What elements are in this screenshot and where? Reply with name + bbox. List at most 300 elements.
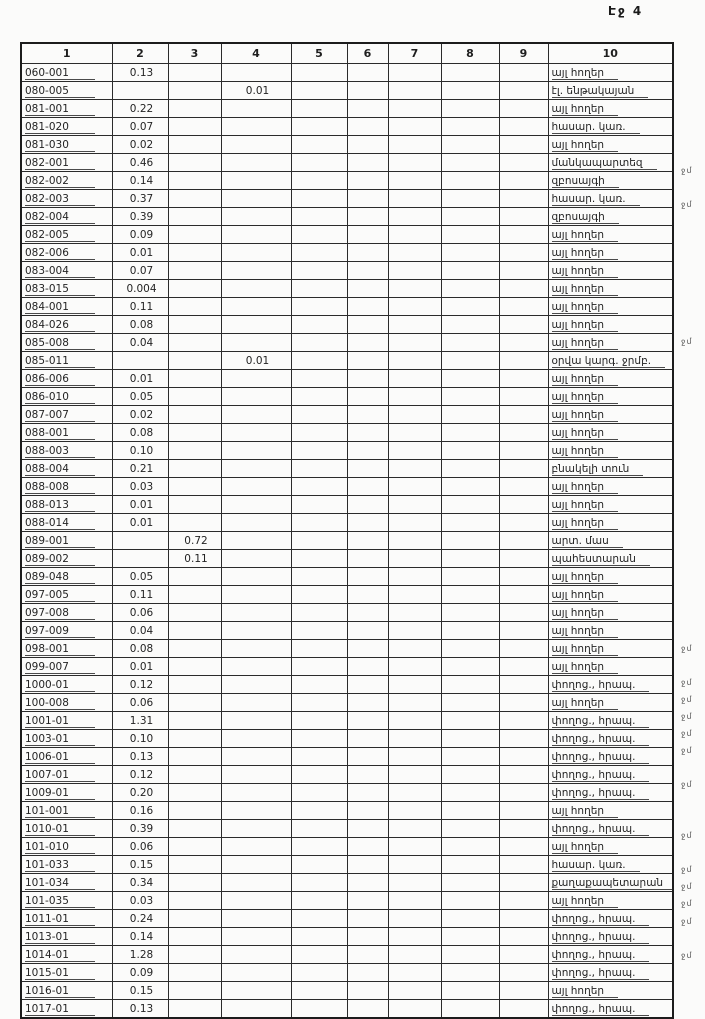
value-cell bbox=[499, 640, 548, 658]
parcel-code: 099-007 bbox=[25, 661, 95, 674]
value-cell bbox=[291, 784, 347, 802]
value-cell bbox=[168, 802, 221, 820]
land-use-label: փողոց., հրապ. bbox=[552, 715, 650, 728]
value-cell bbox=[291, 136, 347, 154]
value-cell bbox=[441, 658, 499, 676]
parcel-code: 060-001 bbox=[25, 67, 95, 80]
table-row bbox=[21, 766, 673, 784]
value-cell bbox=[347, 478, 388, 496]
parcel-code-cell bbox=[21, 496, 112, 514]
land-use-cell bbox=[548, 244, 673, 262]
value-cell bbox=[388, 694, 441, 712]
land-use-label: այլ հողեր bbox=[552, 517, 619, 530]
value-cell bbox=[499, 496, 548, 514]
value-cell bbox=[441, 208, 499, 226]
value-cell bbox=[499, 154, 548, 172]
value-cell bbox=[441, 676, 499, 694]
value-cell bbox=[221, 604, 291, 622]
value-cell: 0.05 bbox=[112, 568, 168, 586]
value-cell bbox=[168, 190, 221, 208]
value-cell bbox=[168, 388, 221, 406]
value-cell bbox=[388, 442, 441, 460]
value-cell bbox=[499, 586, 548, 604]
parcel-code: 1007-01 bbox=[25, 769, 95, 782]
table-row bbox=[21, 784, 673, 802]
value-cell bbox=[291, 190, 347, 208]
value-cell bbox=[168, 496, 221, 514]
value-cell bbox=[347, 352, 388, 370]
parcel-code-cell bbox=[21, 766, 112, 784]
table-row bbox=[21, 424, 673, 442]
parcel-code-cell bbox=[21, 910, 112, 928]
parcel-code: 088-008 bbox=[25, 481, 95, 494]
value-cell bbox=[168, 154, 221, 172]
land-use-label: զբոսայգի bbox=[552, 211, 619, 224]
value-cell bbox=[388, 712, 441, 730]
value-cell bbox=[168, 442, 221, 460]
land-use-cell bbox=[548, 100, 673, 118]
value-cell bbox=[499, 244, 548, 262]
value-cell: 0.01 bbox=[221, 352, 291, 370]
land-use-label: հասար. կառ. bbox=[552, 859, 640, 872]
table-row bbox=[21, 982, 673, 1000]
column-header: 8 bbox=[441, 43, 499, 64]
value-cell bbox=[291, 712, 347, 730]
land-use-cell bbox=[548, 370, 673, 388]
table-row bbox=[21, 352, 673, 370]
land-use-label: այլ հողեր bbox=[552, 373, 619, 386]
land-use-cell bbox=[548, 892, 673, 910]
value-cell bbox=[499, 658, 548, 676]
parcel-code-cell bbox=[21, 82, 112, 100]
value-cell bbox=[221, 208, 291, 226]
table-row bbox=[21, 208, 673, 226]
land-use-cell bbox=[548, 712, 673, 730]
value-cell bbox=[441, 946, 499, 964]
value-cell bbox=[441, 820, 499, 838]
value-cell bbox=[347, 856, 388, 874]
land-use-cell bbox=[548, 802, 673, 820]
table-row bbox=[21, 136, 673, 154]
value-cell bbox=[221, 550, 291, 568]
parcel-code: 083-004 bbox=[25, 265, 95, 278]
value-cell bbox=[168, 982, 221, 1000]
table-row bbox=[21, 118, 673, 136]
value-cell bbox=[441, 640, 499, 658]
value-cell bbox=[347, 820, 388, 838]
value-cell bbox=[291, 910, 347, 928]
value-cell bbox=[388, 190, 441, 208]
value-cell: 0.08 bbox=[112, 640, 168, 658]
value-cell: 0.37 bbox=[112, 190, 168, 208]
value-cell bbox=[388, 856, 441, 874]
value-cell bbox=[168, 622, 221, 640]
table-row bbox=[21, 82, 673, 100]
value-cell: 0.10 bbox=[112, 442, 168, 460]
value-cell bbox=[221, 658, 291, 676]
value-cell bbox=[388, 460, 441, 478]
value-cell bbox=[347, 676, 388, 694]
value-cell bbox=[388, 730, 441, 748]
value-cell: 0.24 bbox=[112, 910, 168, 928]
land-use-label: այլ հողեր bbox=[552, 985, 619, 998]
parcel-code: 1014-01 bbox=[25, 949, 95, 962]
handwritten-margin-note: ջմ bbox=[680, 916, 693, 926]
land-use-label: փողոց., հրապ. bbox=[552, 751, 650, 764]
table-row bbox=[21, 172, 673, 190]
value-cell bbox=[388, 748, 441, 766]
value-cell bbox=[291, 280, 347, 298]
land-use-label: այլ հողեր bbox=[552, 427, 619, 440]
table-row bbox=[21, 262, 673, 280]
value-cell bbox=[168, 856, 221, 874]
table-row bbox=[21, 334, 673, 352]
value-cell bbox=[499, 514, 548, 532]
value-cell bbox=[221, 856, 291, 874]
column-header: 6 bbox=[347, 43, 388, 64]
value-cell bbox=[168, 946, 221, 964]
value-cell: 0.02 bbox=[112, 136, 168, 154]
value-cell bbox=[347, 874, 388, 892]
value-cell bbox=[221, 136, 291, 154]
value-cell bbox=[441, 982, 499, 1000]
table-row bbox=[21, 928, 673, 946]
table-row bbox=[21, 892, 673, 910]
value-cell bbox=[347, 298, 388, 316]
value-cell: 1.31 bbox=[112, 712, 168, 730]
value-cell bbox=[499, 604, 548, 622]
value-cell: 0.12 bbox=[112, 766, 168, 784]
parcel-code-cell bbox=[21, 244, 112, 262]
parcel-code: 082-001 bbox=[25, 157, 95, 170]
value-cell: 0.01 bbox=[112, 496, 168, 514]
value-cell bbox=[221, 928, 291, 946]
value-cell bbox=[168, 820, 221, 838]
value-cell bbox=[347, 226, 388, 244]
parcel-code-cell bbox=[21, 100, 112, 118]
land-use-label: այլ հողեր bbox=[552, 589, 619, 602]
value-cell bbox=[168, 730, 221, 748]
value-cell bbox=[168, 280, 221, 298]
land-use-label: այլ հողեր bbox=[552, 103, 619, 116]
land-use-label: էլ. ենթակայան bbox=[552, 85, 649, 98]
parcel-code-cell bbox=[21, 370, 112, 388]
value-cell bbox=[291, 82, 347, 100]
value-cell bbox=[499, 280, 548, 298]
value-cell bbox=[388, 964, 441, 982]
parcel-code-cell bbox=[21, 1000, 112, 1019]
value-cell bbox=[221, 766, 291, 784]
parcel-code: 1016-01 bbox=[25, 985, 95, 998]
land-use-cell bbox=[548, 604, 673, 622]
parcel-code-cell bbox=[21, 442, 112, 460]
value-cell bbox=[168, 514, 221, 532]
value-cell bbox=[388, 802, 441, 820]
value-cell bbox=[221, 64, 291, 82]
value-cell bbox=[291, 100, 347, 118]
table-row bbox=[21, 388, 673, 406]
value-cell bbox=[441, 190, 499, 208]
parcel-code: 082-006 bbox=[25, 247, 95, 260]
land-use-label: մանկապարտեզ bbox=[552, 157, 657, 170]
land-use-label: փողոց., հրապ. bbox=[552, 679, 650, 692]
value-cell bbox=[441, 622, 499, 640]
value-cell bbox=[347, 208, 388, 226]
value-cell bbox=[168, 316, 221, 334]
value-cell bbox=[347, 748, 388, 766]
value-cell bbox=[499, 460, 548, 478]
value-cell bbox=[388, 334, 441, 352]
value-cell: 0.14 bbox=[112, 928, 168, 946]
parcel-code: 1000-01 bbox=[25, 679, 95, 692]
value-cell bbox=[499, 136, 548, 154]
value-cell bbox=[441, 226, 499, 244]
value-cell bbox=[388, 226, 441, 244]
table-row bbox=[21, 586, 673, 604]
value-cell bbox=[221, 892, 291, 910]
value-cell bbox=[388, 154, 441, 172]
value-cell bbox=[499, 190, 548, 208]
parcel-code-cell bbox=[21, 694, 112, 712]
value-cell bbox=[499, 856, 548, 874]
value-cell bbox=[168, 244, 221, 262]
parcel-code: 101-033 bbox=[25, 859, 95, 872]
value-cell bbox=[168, 406, 221, 424]
parcel-code: 097-005 bbox=[25, 589, 95, 602]
value-cell bbox=[347, 244, 388, 262]
value-cell bbox=[291, 658, 347, 676]
land-use-cell bbox=[548, 172, 673, 190]
value-cell bbox=[388, 928, 441, 946]
land-use-cell bbox=[548, 586, 673, 604]
land-use-cell bbox=[548, 388, 673, 406]
value-cell bbox=[388, 550, 441, 568]
value-cell bbox=[168, 136, 221, 154]
value-cell bbox=[388, 388, 441, 406]
parcel-code-cell bbox=[21, 388, 112, 406]
value-cell bbox=[388, 640, 441, 658]
value-cell bbox=[441, 874, 499, 892]
value-cell bbox=[291, 676, 347, 694]
value-cell bbox=[221, 1000, 291, 1019]
value-cell bbox=[221, 532, 291, 550]
parcel-code-cell bbox=[21, 658, 112, 676]
land-use-cell bbox=[548, 496, 673, 514]
value-cell bbox=[441, 838, 499, 856]
value-cell bbox=[221, 784, 291, 802]
parcel-code: 082-004 bbox=[25, 211, 95, 224]
value-cell bbox=[441, 856, 499, 874]
land-use-label: այլ հողեր bbox=[552, 67, 619, 80]
value-cell bbox=[168, 604, 221, 622]
parcel-code: 1015-01 bbox=[25, 967, 95, 980]
value-cell: 0.08 bbox=[112, 424, 168, 442]
table-row bbox=[21, 946, 673, 964]
land-use-cell bbox=[548, 460, 673, 478]
column-header: 10 bbox=[548, 43, 673, 64]
value-cell bbox=[499, 208, 548, 226]
parcel-code: 088-014 bbox=[25, 517, 95, 530]
value-cell bbox=[388, 676, 441, 694]
value-cell bbox=[291, 1000, 347, 1019]
parcel-code: 1011-01 bbox=[25, 913, 95, 926]
value-cell bbox=[499, 946, 548, 964]
value-cell bbox=[291, 118, 347, 136]
value-cell bbox=[347, 622, 388, 640]
table-row bbox=[21, 64, 673, 82]
value-cell bbox=[168, 64, 221, 82]
value-cell bbox=[499, 712, 548, 730]
handwritten-margin-note: ջմ bbox=[680, 950, 693, 960]
table-row bbox=[21, 802, 673, 820]
value-cell bbox=[441, 442, 499, 460]
value-cell bbox=[499, 982, 548, 1000]
value-cell bbox=[291, 478, 347, 496]
land-use-label: այլ հողեր bbox=[552, 607, 619, 620]
value-cell bbox=[112, 352, 168, 370]
value-cell bbox=[441, 316, 499, 334]
parcel-code-cell bbox=[21, 964, 112, 982]
land-use-label: փողոց., հրապ. bbox=[552, 787, 650, 800]
value-cell bbox=[441, 118, 499, 136]
value-cell bbox=[388, 100, 441, 118]
handwritten-margin-note: ջմ bbox=[680, 899, 693, 909]
value-cell bbox=[291, 622, 347, 640]
value-cell bbox=[347, 388, 388, 406]
land-use-cell bbox=[548, 154, 673, 172]
table-row bbox=[21, 280, 673, 298]
value-cell: 0.04 bbox=[112, 622, 168, 640]
value-cell: 0.04 bbox=[112, 334, 168, 352]
value-cell bbox=[347, 334, 388, 352]
value-cell bbox=[112, 532, 168, 550]
value-cell bbox=[291, 424, 347, 442]
parcel-code-cell bbox=[21, 730, 112, 748]
parcel-code-cell bbox=[21, 640, 112, 658]
value-cell bbox=[499, 928, 548, 946]
column-header: 3 bbox=[168, 43, 221, 64]
table-row bbox=[21, 730, 673, 748]
value-cell bbox=[499, 550, 548, 568]
value-cell bbox=[499, 298, 548, 316]
value-cell: 0.46 bbox=[112, 154, 168, 172]
value-cell bbox=[347, 262, 388, 280]
column-header: 7 bbox=[388, 43, 441, 64]
value-cell bbox=[499, 226, 548, 244]
value-cell: 0.09 bbox=[112, 226, 168, 244]
parcel-code: 088-001 bbox=[25, 427, 95, 440]
value-cell bbox=[168, 892, 221, 910]
land-use-label: այլ հողեր bbox=[552, 445, 619, 458]
value-cell bbox=[168, 82, 221, 100]
parcel-code-cell bbox=[21, 118, 112, 136]
land-use-label: այլ հողեր bbox=[552, 337, 619, 350]
value-cell: 1.28 bbox=[112, 946, 168, 964]
value-cell bbox=[388, 262, 441, 280]
value-cell bbox=[291, 550, 347, 568]
value-cell: 0.72 bbox=[168, 532, 221, 550]
handwritten-margin-note: ջմ bbox=[680, 336, 693, 347]
column-header: 9 bbox=[499, 43, 548, 64]
land-use-label: փողոց., հրապ. bbox=[552, 823, 650, 836]
parcel-code: 084-001 bbox=[25, 301, 95, 314]
parcel-code: 088-013 bbox=[25, 499, 95, 512]
parcel-code: 1013-01 bbox=[25, 931, 95, 944]
table-row bbox=[21, 676, 673, 694]
value-cell bbox=[499, 478, 548, 496]
parcel-code-cell bbox=[21, 154, 112, 172]
value-cell bbox=[441, 424, 499, 442]
land-use-cell bbox=[548, 838, 673, 856]
land-use-label: փողոց., հրապ. bbox=[552, 931, 650, 944]
value-cell bbox=[291, 208, 347, 226]
value-cell bbox=[221, 586, 291, 604]
land-use-cell bbox=[548, 550, 673, 568]
land-use-label: այլ հողեր bbox=[552, 409, 619, 422]
value-cell bbox=[499, 766, 548, 784]
value-cell bbox=[291, 838, 347, 856]
parcel-code: 083-015 bbox=[25, 283, 95, 296]
value-cell bbox=[221, 946, 291, 964]
value-cell: 0.01 bbox=[112, 370, 168, 388]
parcel-code: 087-007 bbox=[25, 409, 95, 422]
value-cell: 0.05 bbox=[112, 388, 168, 406]
land-use-cell bbox=[548, 532, 673, 550]
parcel-code-cell bbox=[21, 550, 112, 568]
land-use-label: այլ հողեր bbox=[552, 139, 619, 152]
parcel-code-cell bbox=[21, 64, 112, 82]
parcel-code-cell bbox=[21, 712, 112, 730]
value-cell bbox=[347, 1000, 388, 1019]
parcel-code: 089-048 bbox=[25, 571, 95, 584]
value-cell bbox=[291, 262, 347, 280]
land-use-cell bbox=[548, 856, 673, 874]
parcel-code: 085-008 bbox=[25, 337, 95, 350]
land-use-label: այլ հողեր bbox=[552, 229, 619, 242]
value-cell bbox=[221, 496, 291, 514]
value-cell bbox=[221, 514, 291, 532]
value-cell bbox=[291, 568, 347, 586]
land-use-cell bbox=[548, 748, 673, 766]
land-use-cell bbox=[548, 352, 673, 370]
value-cell bbox=[221, 838, 291, 856]
parcel-code: 088-004 bbox=[25, 463, 95, 476]
value-cell bbox=[168, 748, 221, 766]
parcel-code: 1010-01 bbox=[25, 823, 95, 836]
parcel-code: 101-010 bbox=[25, 841, 95, 854]
column-header: 4 bbox=[221, 43, 291, 64]
parcel-code-cell bbox=[21, 460, 112, 478]
value-cell bbox=[168, 586, 221, 604]
column-header: 1 bbox=[21, 43, 112, 64]
value-cell: 0.11 bbox=[112, 586, 168, 604]
value-cell bbox=[221, 388, 291, 406]
value-cell bbox=[291, 172, 347, 190]
value-cell bbox=[388, 82, 441, 100]
land-use-cell bbox=[548, 820, 673, 838]
handwritten-margin-note: ջմ bbox=[680, 677, 693, 688]
value-cell bbox=[441, 388, 499, 406]
parcel-code: 1001-01 bbox=[25, 715, 95, 728]
parcel-code: 1017-01 bbox=[25, 1003, 95, 1016]
value-cell bbox=[499, 676, 548, 694]
parcel-code: 1006-01 bbox=[25, 751, 95, 764]
value-cell bbox=[441, 262, 499, 280]
value-cell bbox=[499, 964, 548, 982]
parcel-code: 097-008 bbox=[25, 607, 95, 620]
value-cell: 0.02 bbox=[112, 406, 168, 424]
land-use-label: փողոց., հրապ. bbox=[552, 913, 650, 926]
